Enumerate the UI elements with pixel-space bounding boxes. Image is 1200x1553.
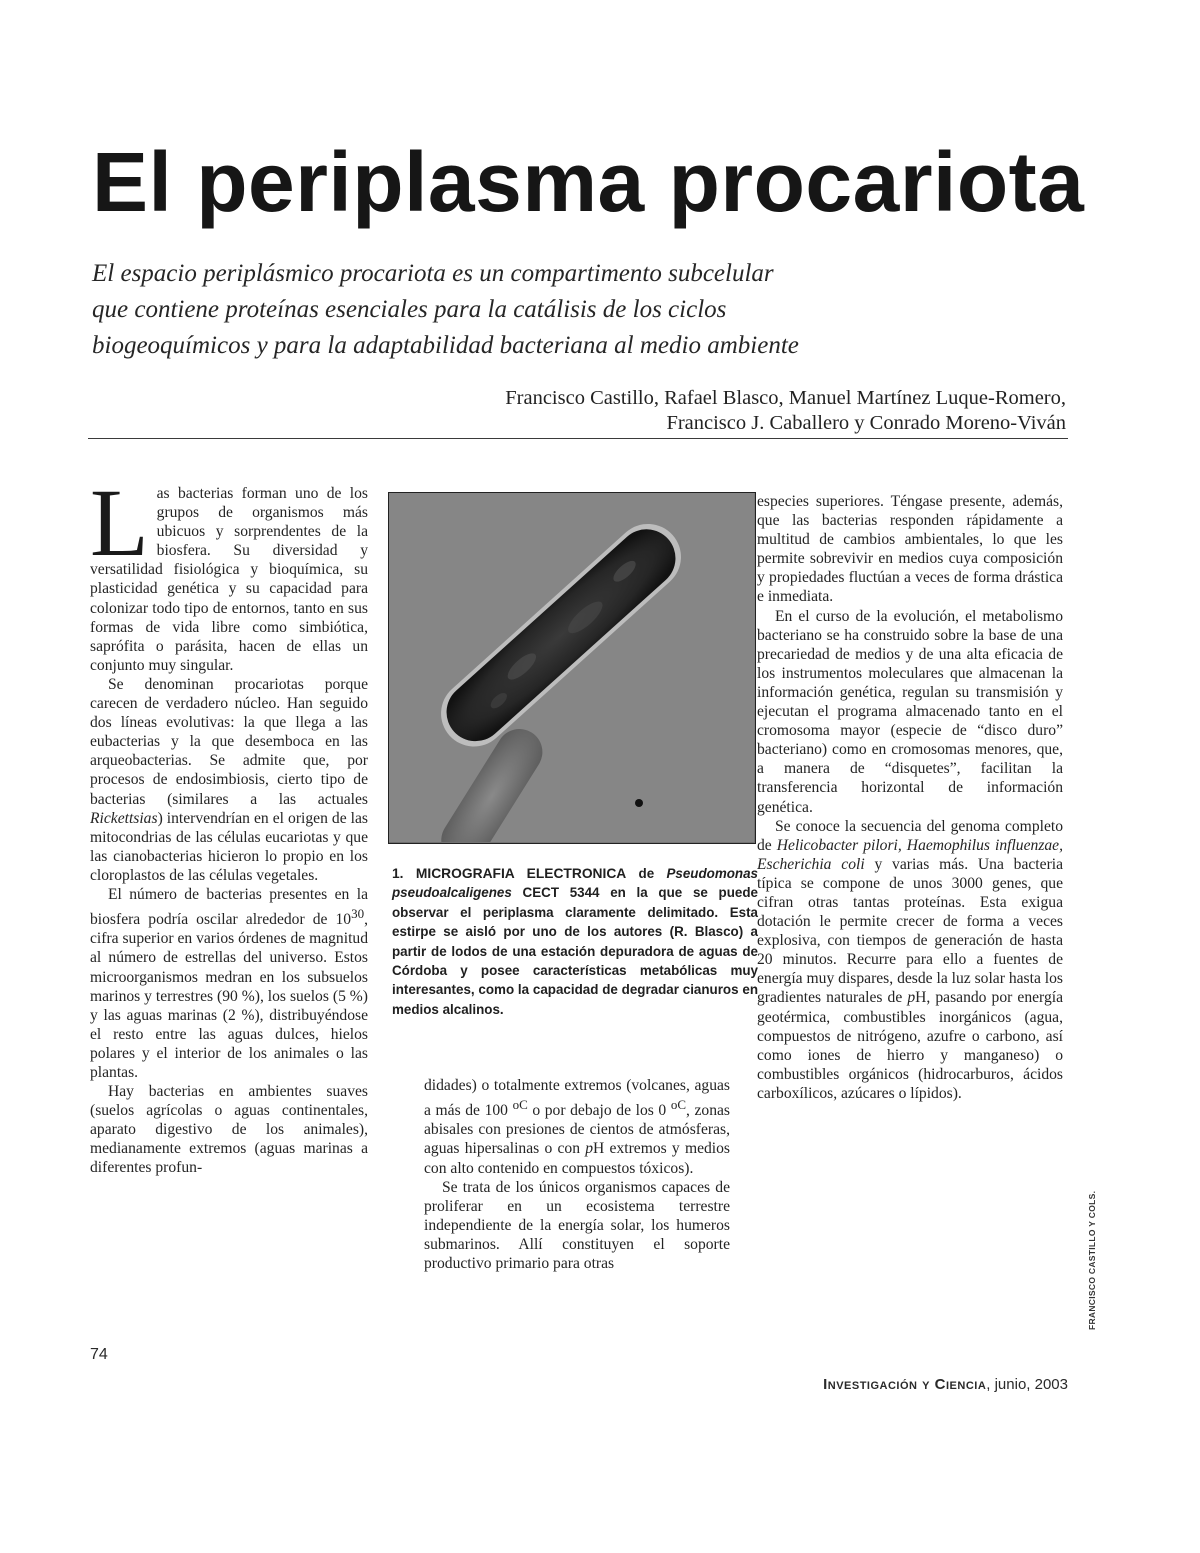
journal-footer (700, 1376, 1068, 1393)
journal-name: Investigación y Ciencia (823, 1376, 987, 1393)
header-rule (88, 438, 1068, 439)
body-paragraph (90, 1082, 368, 1177)
body-paragraph (424, 1076, 730, 1178)
body-column-3 (757, 492, 1063, 1337)
italic-term: Rickettsias (90, 809, 158, 827)
body-column-1 (90, 484, 368, 1314)
caption-text: de (626, 866, 667, 881)
paragraph-text: as bacterias forman uno de los grupos de organismos más ubicuos y sorprendentes de la biosfera. Su diversidad y versatilidad fisiológica y bioquímica, su plasticidad genética y su capacidad para colonizar todo tipo de entornos, tanto en sus formas de vida libre como simbiótica, saprófita o parásita, hacen de ellas un conjunto muy singular. (90, 485, 368, 674)
paragraph-text: El número de bacterias presentes en la biosfera podría oscilar alrededor de 10 (90, 885, 368, 929)
body-paragraph (424, 1178, 730, 1273)
italic-term: p (585, 1140, 594, 1158)
body-paragraph (90, 484, 368, 675)
author-line: Francisco Castillo, Rafael Blasco, Manuel Martínez Luque-Romero, (505, 387, 1066, 409)
paragraph-text: Se conoce la secuencia del genoma completo de (757, 817, 1063, 854)
paragraph-text: y varias más. Una bacteria típica se compone de unos 3000 genes, que cifran otras tantas proteínas. Esta exigua dotación le permite crecer de forma a veces explosiva, con tiempos de generación de hasta 20 minutos. Recurre para ello a fuentes de energía muy dispares, desde la luz solar hasta los gradientes naturales de (757, 855, 1063, 1007)
paragraph-text: , zonas abisales con presiones de cientos de atmósferas, aguas hipersalinas o con (424, 1102, 730, 1158)
electron-micrograph (388, 492, 756, 844)
italic-term: p (907, 989, 916, 1007)
drop-cap: L (90, 484, 149, 576)
paragraph-text: Hay bacterias en ambientes suaves (suelos agrícolas o aguas continentales, aparato digestivo de los animales), medianamente extremos (aguas marinas a diferentes profun- (90, 1083, 368, 1177)
paragraph-text: Se denominan procariotas porque carecen de verdadero núcleo. Han seguido dos líneas evolutivas: la que llega a las eubacterias y la que desemboca en las arqueobacterias. Se admite que, por procesos de endosimbiosis, cierto tipo de bacterias (similares a las actuales (90, 675, 368, 808)
author-list (300, 386, 1066, 436)
subtitle-line: que contiene proteínas esenciales para la catálisis de los ciclos (92, 296, 727, 323)
paragraph-text: especies superiores. Téngase presente, además, que las bacterias responden rápidamente a multitud de cambios ambientales, lo que les permite sobrevivir en medios cuya composición y propiedades fluctúan a veces de forma drástica e inmediata. (757, 493, 1063, 606)
paragraph-text: ) intervendrían en el origen de las mitocondrias de las células eucariotas y que las cianobacterias hicieron lo propio en los cloroplastos de las células vegetales. (90, 809, 368, 884)
subtitle-line: El espacio periplásmico procariota es un compartimento subcelular (92, 260, 774, 287)
author-line: Francisco J. Caballero y Conrado Moreno-Viván (666, 412, 1066, 434)
page-number: 74 (90, 1346, 108, 1363)
paragraph-text: H, pasando por energía geotérmica, combustibles inorgánicos (agua, compuestos de nitrógeno, azufre o carbono, así como iones de hierro y manganeso) o combustibles orgánicos (hidrocarburos, ácidos carboxílicos, azúcares o lípidos). (757, 989, 1063, 1102)
italic-term: Helicobacter pilori, Haemophilus influenzae, Escherichia coli (757, 836, 1063, 873)
body-paragraph (90, 885, 368, 1082)
body-column-2 (424, 1076, 730, 1336)
caption-label: 1. MICROGRAFIA ELECTRONICA (392, 866, 627, 881)
subtitle-line: biogeoquímicos y para la adaptabilidad bacteriana al medio ambiente (92, 332, 799, 359)
body-paragraph (90, 675, 368, 885)
caption-text: CECT 5344 en la que se puede observar el periplasma claramente delimitado. Esta estirpe se aisló por uno de los autores (R. Blasco) a partir de lodos de una estación depuradora de aguas de Córdoba y posee características metabólicas muy interesantes, como la capacidad de degradar cianuros en medios alcalinos. (392, 885, 758, 1017)
photo-credit: FRANCISCO CASTILLO Y COLS. (1087, 1190, 1097, 1330)
body-paragraph (757, 492, 1063, 607)
caption-species: Pseudomonas pseudoalcaligenes (392, 866, 758, 901)
micrograph-image (389, 493, 754, 842)
paragraph-text: En el curso de la evolución, el metabolismo bacteriano se ha construido sobre la base de una precariedad de medios y de una alta eficacia de los instrumentos moleculares que almacenan la información genética, regulan su transmisión y ejecutan el programa almacenado tanto en el cromosoma mayor (especie de “disco duro” bacteriano) como en cromosomas menores, que, a manera de “disquetes”, facilitan la transferencia horizontal de información genética. (757, 607, 1063, 816)
exponent: 30 (351, 906, 365, 922)
body-paragraph (757, 607, 1063, 817)
issue-date: , junio, 2003 (986, 1376, 1068, 1393)
paragraph-text: , cifra superior en varios órdenes de magnitud al número de estrellas del universo. Estos microorganismos medran en los subsuelos marinos y terrestres (90 %), los suelos (5 %) y las aguas marinas (2 %), distribuyéndose el resto entre las aguas dulces, hielos polares y el interior de los animales o las plantas. (90, 911, 368, 1081)
body-paragraph (757, 817, 1063, 1103)
paragraph-text: didades) o totalmente extremos (volcanes, aguas a más de 100 (424, 1077, 730, 1120)
degree-unit: oC (670, 1097, 686, 1113)
degree-unit: oC (512, 1097, 528, 1113)
article-subtitle (92, 256, 982, 364)
paragraph-text: o por debajo de los 0 (527, 1102, 671, 1120)
paragraph-text: H extremos y medios con alto contenido en compuestos tóxicos). (424, 1140, 730, 1177)
paragraph-text: Se trata de los únicos organismos capaces de proliferar en un ecosistema terrestre independiente de la energía solar, los humeros submarinos. Allí constituyen el soporte productivo primario para otras (424, 1178, 730, 1273)
figure-caption (392, 864, 758, 1019)
article-title: El periplasma procariota (92, 135, 1085, 229)
